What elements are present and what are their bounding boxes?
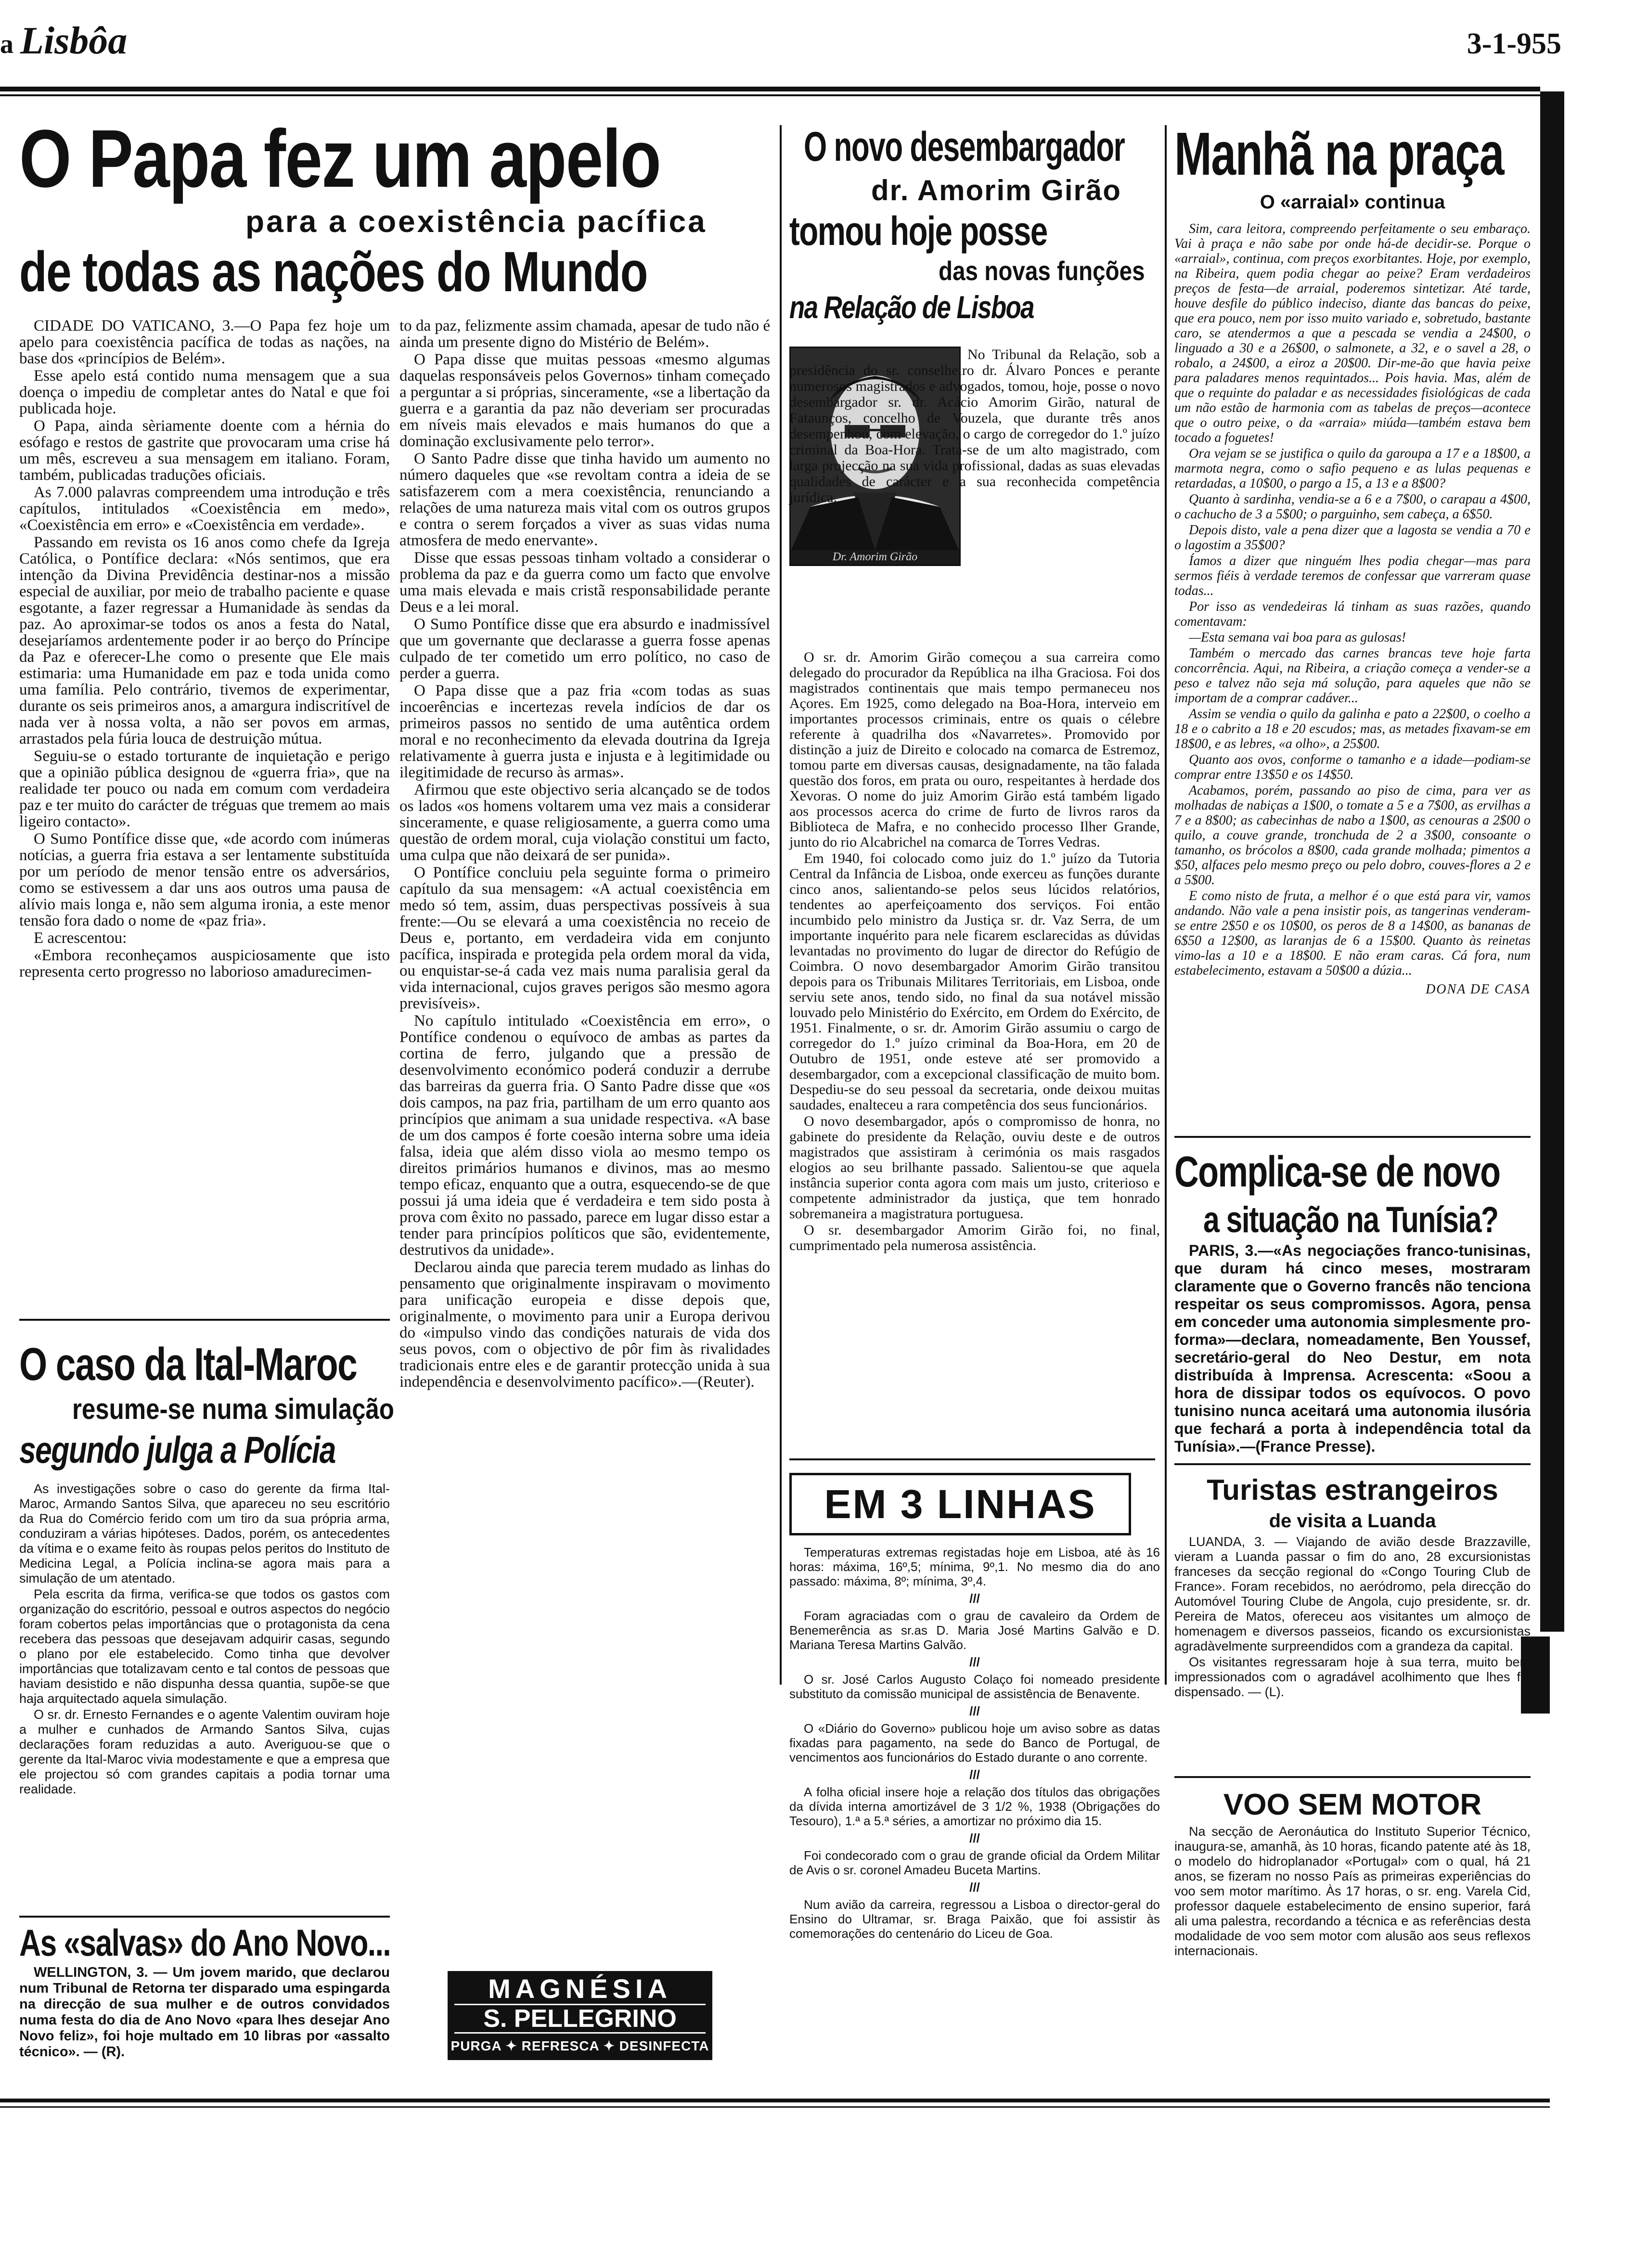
- turistas-body: [1174, 1534, 1531, 1700]
- papa-paragraph: Esse apelo está contido numa mensagem que a sua doença o impediu de completar antes do Natal e que foi publicada hoje.: [19, 367, 390, 417]
- em3-separator: ///: [969, 1880, 980, 1894]
- papa-paragraph: O Santo Padre disse que tinha havido um aumento no número daqueles que «se revoltam contra a ideia de se satisfazerem com a mera coexistência, renunciando a relações de uma natureza mais vital com os outros grupos e contra o serem forçados a viver as suas vidas numa atmosfera de medo enervante».: [399, 450, 770, 549]
- issue-date: 3-1-955: [1467, 27, 1561, 60]
- papa-headline-2: para a coexistência pacífica: [245, 204, 707, 239]
- scan-edge-right: [1540, 91, 1564, 1632]
- turistas-headline-1: Turistas estrangeiros: [1207, 1474, 1498, 1506]
- papa-paragraph: Declarou ainda que parecia terem mudado as linhas do pensamento que originalmente inspiravam o movimento para unificação europeia e disse depois que, originalmente, o movimento para unir a Europa derivou do «impulso vindo das condições naturais de vida dos seus povos, com o objectivo de pôr fim às rivalidades tradicionais entre eles e de garantir protecção unida à sua independência e desenvolvimento pacífico».—(Reuter).: [399, 1259, 770, 1391]
- salvas-headline: As «salvas» do Ano Novo...: [19, 1921, 391, 1964]
- manha-body: [1174, 221, 1531, 978]
- turistas-bottom-rule: [1174, 1776, 1531, 1778]
- page-bottom-rule-thin: [0, 2106, 1550, 2108]
- desembargador-article: [789, 120, 1160, 1449]
- column-rule-2: [1165, 125, 1167, 1685]
- em3-item: O «Diário do Governo» publicou hoje um aviso sobre as datas fixadas para pagamento, na sede do Banco de Portugal, de vencimentos aos funcionários do Estado durante o ano corrente.: [789, 1721, 1160, 1765]
- tunisia-article: [1174, 1146, 1531, 1463]
- papa-paragraph: E acrescentou:: [34, 929, 127, 947]
- em3-item: Foram agraciadas com o grau de cavaleiro da Ordem de Benemerência as sr.as D. Maria José Martins Galvão e D. Mariana Teresa Martins Galvão.: [789, 1609, 1160, 1652]
- em3-separator: ///: [969, 1591, 980, 1606]
- turistas-paragraph: LUANDA, 3. — Viajando de avião desde Brazzaville, vieram a Luanda passar o fim do ano, 28 excursionistas franceses da secção regional do «Congo Touring Club de France». Foram recebidos, no aeródromo, pela direcção do Automóvel Touring Clube de Angola, cujo presidente, sr. dr. Pereira de Matos, ofereceu aos visitantes um almoço de homenagem e diversos passeios, ficando os excursionistas agradàvelmente surpreendidos com a grandeza da capital.: [1174, 1534, 1531, 1653]
- tunisia-body: PARIS, 3.—«As negociações franco-tunisinas, que duram há cinco meses, mostraram claramente que o Governo francês não tenciona respeitar os seus compromissos. Agora, pensa em conceder uma autonomia simplesmente pro-forma»—declara, nomeadamente, Ben Youssef, secretário-geral do Neo Destur, em nota distribuída à Imprensa. Acrescenta: «Soou a hora de dissipar todos os equívocos. O povo tunisino nunca aceitará uma autonomia ilusória que fechará a porta à independência total da Tunísia».—(France Presse).: [1174, 1242, 1531, 1455]
- masthead-rule-thin: [0, 94, 1540, 96]
- ital-article: [19, 1338, 394, 1911]
- em3-item: A folha oficial insere hoje a relação dos títulos das obrigações da dívida interna amortizável de 3 1/2 %, 1938 (Obrigações do Tesouro), 1.ª a 5.ª séries, a amortizar no próximo dia 15.: [789, 1785, 1160, 1828]
- ital-headline-3: segundo julga a Polícia: [19, 1429, 335, 1471]
- tunisia-headline-2: a situação na Tunísia?: [1203, 1199, 1498, 1240]
- papa-paragraph: to da paz, felizmente assim chamada, apesar de tudo não é ainda um presente digno do Mistério de Belém».: [399, 317, 770, 351]
- em3-separator: ///: [969, 1655, 980, 1669]
- salvas-body: WELLINGTON, 3. — Um jovem marido, que declarou num Tribunal de Retorna ter disparado uma espingarda na direcção de sua mulher e de outros convidados numa festa do dia de Ano Novo «para lhes desejar Ano Novo feliz», foi hoje multado em 10 libras por «assalto técnico». — (R).: [19, 1965, 390, 2060]
- em3-item: Foi condecorado com o grau de grande oficial da Ordem Militar de Avis o sr. coronel Amadeu Buceta Martins.: [789, 1848, 1160, 1877]
- manha-paragraph: Quanto aos ovos, conforme o tamanho e a idade—podiam-se comprar entre 13$50 e os 14$50.: [1174, 752, 1531, 782]
- manha-paragraph: Depois disto, vale a pena dizer que a lagosta se vendia a 70 e o lagostim a 35$00?: [1174, 523, 1531, 553]
- newspaper-name: Lisbôa: [20, 20, 128, 62]
- manha-paragraph: Assim se vendia o quilo da galinha e pato a 22$00, o coelho a 18 e o cabrito a 18 e 20 escudos; mas, as metades fixavam-se em 18$00, e as lebres, «a olho», a 25$00.: [1174, 707, 1531, 751]
- papa-paragraph: O Papa disse que muitas pessoas «mesmo algumas daquelas responsáveis pelos Governos» tinham começado a perguntar a si próprias, sinceramente, «se a libertação da guerra e a garantia da paz não deveriam ser procuradas em níveis mais elevados e mais humanos do que a dominação exclusivamente pelo terror».: [399, 351, 770, 450]
- em3-title: EM 3 LINHAS: [824, 1482, 1096, 1527]
- turistas-paragraph: Os visitantes regressaram hoje à sua terra, muito bem impressionados com o agradável acolhimento que lhes foi dispensado. — (L).: [1174, 1655, 1531, 1699]
- turistas-headline-2: de visita a Luanda: [1269, 1510, 1436, 1532]
- papa-paragraph: Seguiu-se o estado torturante de inquietação e perigo que a opinião pública designou de «guerra fria», que na realidade ter pouco ou nada em comum com verdadeira paz e ter muito do carácter de tréguas que tremem ao mais ligeiro contacto».: [19, 747, 390, 830]
- papa-column-1: [19, 318, 390, 981]
- em3-item: O sr. José Carlos Augusto Colaço foi nomeado presidente substituto da comissão municipal de assistência de Benavente.: [789, 1672, 1160, 1701]
- papa-paragraph: Passando em revista os 16 anos como chefe da Igreja Católica, o Pontífice declara: «Nós sentimos, que era intenção da Divina Previdência destinar-nos a missão especial de auxiliar, por meio de trabalho paciente e quase esgotante, a fazer regressar a Humanidade às sendas da paz. Ao aproximar-se todos os anos a festa do Natal, desejaríamos ardentemente poder ir ao berço do Príncipe da Paz e oferecer-Lhe como o presente que Ele mais estimaria: uma Humanidade em paz e toda unida como uma família. Pelo contrário, tivemos de experimentar, durante os seis primeiros anos, a amargura indiscritível de nada ver à nossa volta, a não ser povos em armas, arrastados pela fúria louca de destruição mútua.: [19, 534, 390, 747]
- desemb-paragraph: O novo desembargador, após o compromisso de honra, no gabinete do presidente da Relação, ouviu deste e de outros magistrados que assistiram à cerimónia os mais rasgados elogios ao seu brilhante passado. Salientou-se que aquela instância superior conta agora com mais um justo, criterioso e competente administrador da justiça, que tem honrado sobremaneira a magistratura portuguesa.: [789, 1113, 1160, 1222]
- papa-paragraph: «Embora reconheçamos auspiciosamente que isto representa certo progresso no laborioso amadurecimen-: [19, 947, 390, 980]
- column-rule-1: [780, 125, 782, 1685]
- voo-headline: VOO SEM MOTOR: [1223, 1788, 1482, 1821]
- ital-headline-1: O caso da Ital-Maroc: [19, 1339, 357, 1390]
- ad-line-1: MAGNÉSIA: [488, 1973, 672, 2004]
- papa-paragraph: O Sumo Pontífice disse que, «de acordo com inúmeras notícias, a guerra fria estava a ser lentamente substituída por um período de menor tensão entre os adversários, como se estivessem a dar uns aos outros uma pausa de alívio mais longa e, não sem alguma ironia, a este menor tensão fora dado o nome de «paz fria».: [19, 830, 390, 929]
- em3-separator: ///: [969, 1704, 980, 1718]
- papa-paragraph: No capítulo intitulado «Coexistência em erro», o Pontífice condenou o equívoco de ambas as partes da cortina de ferro, julgando que a pressão de desenvolvimento económico poderá conduzir a derrube das barreiras da guerra fria. O Santo Padre disse que «os dois campos, na paz fria, partilham de um erro quanto aos princípios que animam a sua unidade respectiva. «A base de um dos campos é forte coesão interna sobre uma ideia falsa, ideia que além disso viola ao mesmo tempo os direitos primários humanos e divinos, mas ao mesmo tempo eficaz, enquanto que a outra, esquecendo-se de que possui já uma ideia que é verdadeira e tem sido posta à prova com êxito no passado, parece em lugar disso estar a tender para princípios políticos que são, evidentemente, destrutivos da unidade».: [399, 1012, 770, 1259]
- ital-body: [19, 1482, 390, 1797]
- desemb-headline-5: na Relação de Lisboa: [789, 289, 1034, 325]
- desemb-paragraph: O sr. desembargador Amorim Girão foi, no final, cumprimentado pela numerosa assistência.: [789, 1222, 1160, 1253]
- masthead-rule: [0, 87, 1540, 91]
- ital-paragraph: Pela escrita da firma, verifica-se que todos os gastos com organização do escritório, pessoal e outros aspectos do negócio foram cobertos pelas importâncias que o protagonista da cena recebera das pessoas que desejavam adquirir casas, segundo o plano por ele estabelecido. Como tinha que devolver importâncias que totalizavam cento e tal contos de pessoas que haviam desistido e não dispunha dessa quantia, supõe-se que haja arquitectado aquela simulação.: [19, 1587, 390, 1706]
- desemb-headline-2: dr. Amorim Girão: [871, 174, 1121, 206]
- em3-separator: ///: [969, 1831, 980, 1845]
- desemb-lead: No Tribunal da Relação, sob a presidência do sr. conselheiro dr. Álvaro Ponces e perante numerosos magistrados e advogados, tomou, hoje, posse o novo desembargador sr. dr. Acácio Amorim Girão, natural de Fataunços, concelho de Vouzela, que durante três anos desempenhou, com elevação, o cargo de corregedor do 1.º juízo criminal da Boa-Hora. Trata-se de um alto magistrado, com larga projecção na sua vida profissional, dadas as suas elevadas qualidades de carácter e a sua reconhecida competência jurídica.: [789, 347, 1160, 505]
- papa-paragraph: Disse que essas pessoas tinham voltado a considerar o problema da paz e da guerra como um facto que envolve uma mais elevada e mais cristã responsabilidade perante Deus e a lei moral.: [399, 549, 770, 616]
- ital-top-rule: [19, 1319, 390, 1321]
- desemb-headline-1: O novo desembargador: [804, 124, 1125, 170]
- papa-paragraph: O Papa, ainda sèriamente doente com a hérnia do esófago e restos de gastrite que provocaram uma crise há um mês, escreveu a sua mensagem em italiano. Foram, também, publicadas traduções oficiais.: [19, 417, 390, 484]
- papa-paragraph: As 7.000 palavras compreendem uma introdução e três capítulos, intitulados «Coexistência em medo», «Coexistência em erro» e «Coexistência em verdade».: [19, 484, 390, 534]
- manha-bottom-rule: [1174, 1136, 1531, 1138]
- manha-paragraph: —Esta semana vai boa para as gulosas!: [1189, 630, 1406, 645]
- desemb-body: [789, 650, 1160, 1254]
- em-3-linhas: [789, 1473, 1160, 2089]
- em3-title-box: [789, 1473, 1131, 1535]
- masthead-prefix: a: [0, 29, 13, 59]
- manha-paragraph: Sim, cara leitora, compreendo perfeitamente o seu embaraço. Vai à praça e não sabe por onde há-de decidir-se. Porque o «arraial», continua, com preços exorbitantes. Hoje, por exemplo, na Ribeira, quem podia chegar ao peixe? Eram verdadeiros preços de festa—de arraial, poderemos sintetizar. Até tarde, houve desfile do público indeciso, diante das bancas do peixe, que era pouco, nem por isso muito variado e, sobretudo, bastante caro, se atendermos a que a pescada se vendia a 24$00, o linguado a 30 e a 26$00, o salmonete, a 32, e o savel a 28, o robalo, a 24$00, a eiroz a 20$00. Dir-me-ão que havia peixe para paladares menos requintados... Pois havia. Mas, além de que o requinte do paladar e as necessidades fisiológicas de cada um não estão de harmonia com as tabelas de preços—acontece que o outro peixe, o da «arraia» miúda—também estava bem tocado a foguetes!: [1174, 221, 1531, 445]
- em3-separator: ///: [969, 1767, 980, 1782]
- em3-item: Num avião da carreira, regressou a Lisboa o director-geral do Ensino do Ultramar, sr. Braga Paixão, que foi assistir às comemorações do centenário do Liceu de Goa.: [789, 1897, 1160, 1941]
- manha-paragraph: Íamos a dizer que ninguém lhes podia chegar—mas para sermos fiéis à verdade teremos de confessar que varreram quase todas...: [1174, 554, 1531, 598]
- manha-headline-1: Manhã na praça: [1174, 120, 1504, 188]
- papa-paragraph: Afirmou que este objectivo seria alcançado se de todos os lados «os homens voltarem uma vez mais a considerar sinceramente, e quase religiosamente, a guerra como uma questão de ordem moral, cuja violação constitui um facto, uma culpa que não deixará de ser punida».: [399, 781, 770, 864]
- magnesia-ad: [448, 1971, 712, 2060]
- desemb-bottom-rule: [789, 1458, 1155, 1460]
- manha-article: [1174, 120, 1531, 1121]
- manha-paragraph: E como nisto de fruta, a melhor é o que está para vir, vamos andando. Não vale a pena insistir pois, as tangerinas venderam-se entre 2$50 e os 10$00, os peros de 8 a 14$00, as bananas de 6$50 a 12$00, as laranjas de 6 a 15$00. Quanto às reinetas vimo-las a 10 e a 18$00. E não eram caras. Cá fora, num estabelecimento, estavam a 50$00 a dúzia...: [1174, 889, 1531, 978]
- tunisia-headline-1: Complica-se de novo: [1174, 1148, 1500, 1196]
- ad-line-3: PURGA ✦ REFRESCA ✦ DESINFECTA: [451, 2038, 709, 2053]
- turistas-article: [1174, 1473, 1531, 1791]
- desemb-paragraph: O sr. dr. Amorim Girão começou a sua carreira como delegado do procurador da República na ilha Graciosa. Foi dos magistrados continentais que mais tempo permaneceu nos Açores. Em 1925, como delegado na Boa-Hora, interveio em importantes processos criminais, entre os quais o célebre referente à quadrilha dos «Navarretes». Promovido por distinção a juiz de Direito e colocado na comarca de Estremoz, tomou parte em diversas causas, designadamente, na tão falada questão dos foros, em prata ou ouro, respeitantes à herdade dos Xevoras. O nome do juiz Amorim Girão está também ligado aos processos acerca do crime de furto de livros raros da Biblioteca de Mafra, e no conhecido processo Ilher Grande, junto do rio Alcabrichel na comarca de Torres Vedras.: [789, 649, 1160, 850]
- manha-paragraph: Por isso as vendedeiras lá tinham as suas razões, quando comentavam:: [1174, 599, 1531, 629]
- papa-paragraph: CIDADE DO VATICANO, 3.—O Papa fez hoje um apelo para coexistência pacífica de todas as nações, na base dos «princípios de Belém».: [19, 317, 390, 367]
- papa-headline-3: de todas as nações do Mundo: [19, 240, 647, 304]
- manha-paragraph: Acabamos, porém, passando ao piso de cima, para ver as molhadas de nabiças a 1$00, o tomate a 5 e a 7$00, as ervilhas a 7 e a 8$00; as cabecinhas de nabo a 1$00, as cenouras a 2$00 o quilo, a couve grande, tronchuda de 2 a 3$00, consoante o tamanho, os brócolos a 8$00, cada grande molhada; pimentos a $50, alfaces pelo mesmo preço ou pelo dobro, couves-flores a 2 e a 5$00.: [1174, 783, 1531, 888]
- photo-caption: Dr. Amorim Girão: [832, 551, 918, 563]
- papa-paragraph: O Sumo Pontífice disse que era absurdo e inadmissível que um governante que declarasse a guerra fosse apenas culpado de ter cometido um erro político, no caso de perder a guerra.: [399, 616, 770, 682]
- page-bottom-rule: [0, 2099, 1550, 2102]
- em3-items: [789, 1545, 1160, 1941]
- salvas-article: [19, 1920, 391, 2060]
- ad-line-2: S. PELLEGRINO: [454, 2004, 706, 2034]
- ital-paragraph: O sr. dr. Ernesto Fernandes e o agente Valentim ouviram hoje a mulher e cunhados de Armando Santos Silva, cujas declarações foram reduzidas a auto. Averiguou-se que o gerente da Ital-Maroc vivia modestamente e que a empresa que ele projectou só com grandes capitais a podia tornar uma realidade.: [19, 1707, 390, 1796]
- manha-headline-2: O «arraial» continua: [1260, 192, 1445, 213]
- desemb-headline-3: tomou hoje posse: [789, 208, 1047, 254]
- voo-article: [1174, 1786, 1531, 2094]
- manha-paragraph: Também o mercado das carnes brancas teve hoje farta concorrência. Aqui, na Ribeira, a criação começa a vender-se a peso e talvez não seja má solução, para aqueles que não se importam de a comprar cadáver...: [1174, 646, 1531, 706]
- manha-paragraph: Quanto à sardinha, vendia-se a 6 e a 7$00, o carapau a 4$00, o cachucho de 3 a 5$00; o parguinho, sem cabeça, a 6$50.: [1174, 492, 1531, 522]
- papa-paragraph: O Papa disse que a paz fria «com todas as suas incoerências e incertezas revela indícios de dar os primeiros passos no sentido de uma autêntica ordem moral e no reconhecimento da elevada doutrina da Igreja relativamente à guerra justa e injusta e à legitimidade ou ilegitimidade de recurso às armas».: [399, 682, 770, 781]
- desemb-paragraph: Em 1940, foi colocado como juiz do 1.º juízo da Tutoria Central da Infância de Lisboa, onde exerceu as funções durante cinco anos, salientando-se pelos seus lúcidos relatórios, tendentes ao aperfeiçoamento dos serviços. Foi então incumbido pelo ministro da Justiça sr. dr. Vaz Serra, de um importante inquérito para nele ficarem esclarecidas as dúvidas levantadas no provimento do lugar de director do Refúgio de Coimbra. O novo desembargador Amorim Girão transitou depois para os Tribunais Militares Territoriais, em Lisboa, onde serviu sete anos, tendo sido, no final da sua notável missão louvado pelo Ministério do Exército, em Ordem do Exército, de 1951. Finalmente, o sr. dr. Amorim Girão assumiu o cargo de corregedor do 1.º juízo criminal da Boa-Hora, em 20 de Outubro de 1951, onde esteve até ser promovido a desembargador, com a excepcional classificação de muito bom. Despediu-se do seu pessoal da secretaria, onde deixou muitas saudades, enalteceu a rara competência dos seus funcionários.: [789, 850, 1160, 1113]
- masthead: [0, 0, 1648, 72]
- em3-item: Temperaturas extremas registadas hoje em Lisboa, até às 16 horas: máxima, 16º,5; mínima, 9º,1. No mesmo dia do ano passado: máxima, 8º; mínima, 3º,4.: [789, 1545, 1160, 1588]
- tunisia-bottom-rule: [1174, 1463, 1531, 1465]
- manha-paragraph: Ora vejam se se justifica o quilo da garoupa a 17 e a 18$00, a marmota negra, como o safio pequeno e as lulas pequenas e retardadas, a 10$00, o pargo a 15, a 13 e a 8$00?: [1174, 446, 1531, 491]
- papa-headline-1: O Papa fez um apelo: [19, 113, 661, 205]
- papa-paragraph: O Pontífice concluiu pela seguinte forma o primeiro capítulo da sua mensagem: «A actual coexistência em medo só tem, assim, duas perspectivas possíveis à sua frente:—Ou se elevará a uma coexistência no receio de Deus e, portanto, em verdadeira vida em conjunto pacífica, inspirada e protegida pela ordem moral da vida, ou enquistar-se-á cada vez mais numa paralisia geral da vida internacional, cujos graves perigos são mesmo agora previsíveis».: [399, 864, 770, 1012]
- salvas-top-rule: [19, 1916, 390, 1918]
- papa-column-2: [399, 318, 770, 1391]
- voo-body: Na secção de Aeronáutica do Instituto Superior Técnico, inaugura-se, amanhã, às 10 horas, ficando patente até às 18, o modelo do hidroplanador «Portugal» com o qual, há 21 anos, se fizeram no nosso País as primeiras experiências do voo sem motor marítimo. Às 17 horas, o sr. eng. Varela Cid, professor daquele estabelecimento de ensino superior, fará ali uma palestra, recordando a técnica e as referências desta modalidade de voo sem motor com alusão aos seus reflexos internacionais.: [1174, 1824, 1531, 1958]
- ital-headline-2: resume-se numa simulação: [72, 1393, 394, 1425]
- desemb-headline-4: das novas funções: [939, 256, 1145, 286]
- ital-paragraph: As investigações sobre o caso do gerente da firma Ital-Maroc, Armando Santos Silva, que apareceu no seu escritório da Rua do Comércio ferido com um tiro da sua própria arma, conduziram a várias hipóteses. Dados, porém, os antecedentes da vítima e o exame feito às roupas pelos peritos do Instituto de Medicina Legal, a Polícia inclina-se agora mais para a simulação de um atentado.: [19, 1482, 390, 1585]
- manha-signature: DONA DE CASA: [1426, 982, 1531, 997]
